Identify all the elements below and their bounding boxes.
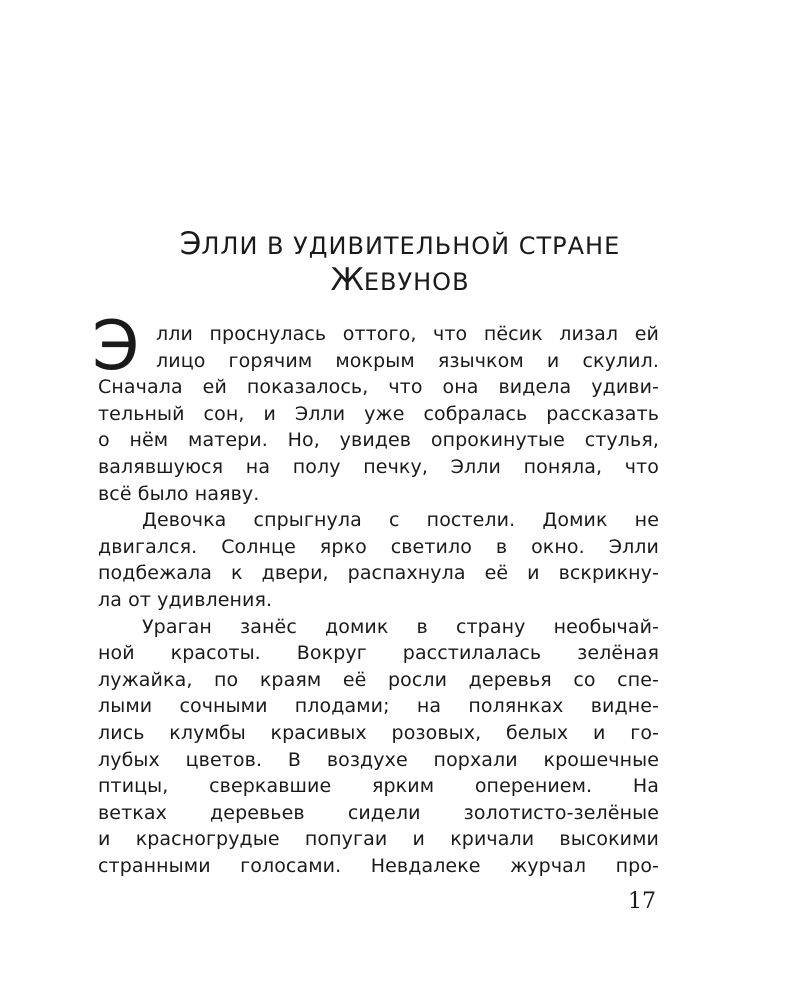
title-rest: ЛЛИ В УДИВИТЕЛЬНОЙ СТРАНЕ: [201, 232, 621, 260]
chapter-body: [92, 307, 659, 879]
text-line: подбежала к двери, распахнула её и вскрикну-: [98, 562, 659, 585]
title2-initial: Ж: [330, 262, 364, 298]
chapter-title-line-2: [0, 262, 800, 298]
text-line: лужайка, по краям её росли деревья со спе-: [98, 668, 659, 691]
text-line: о нём матери. Но, увидев опрокинутые стулья,: [98, 429, 659, 452]
drop-cap: Э: [92, 307, 140, 386]
text-line: двигался. Солнце ярко светило в окно. Элли: [98, 535, 659, 558]
text-line: странными голосами. Невдалеке журчал про-: [98, 854, 659, 877]
text-line: лись клумбы красивых розовых, белых и го-: [98, 721, 659, 744]
text-line: лицо горячим мокрым язычком и скулил.: [156, 349, 659, 372]
text-line: лубых цветов. В воздухе порхали крошечные: [98, 748, 659, 771]
chapter-title-line-1: [0, 226, 800, 262]
text-line: лли проснулась оттого, что пёсик лизал ей: [156, 323, 659, 345]
page-number: 17: [628, 889, 656, 914]
text-line: валявшуюся на полу печку, Элли поняла, что: [98, 455, 659, 478]
text-line: птицы, сверкавшие ярким оперением. На: [98, 775, 659, 798]
text-line: лыми сочными плодами; на полянках видне-: [98, 695, 659, 718]
title-initial: Э: [179, 226, 202, 262]
text-line: тельный сон, и Элли уже собралась рассказать: [98, 402, 659, 425]
text-line: и красногрудые попугаи и кричали высокими: [98, 828, 659, 851]
text-line: ла от удивления.: [98, 588, 273, 611]
text-line: Девочка спрыгнула с постели. Домик не: [142, 509, 659, 532]
text-line: ветках деревьев сидели золотисто-зелёные: [98, 801, 659, 824]
text-line: Ураган занёс домик в страну необычай-: [142, 615, 659, 638]
text-line: Сначала ей показалось, что она видела удиви-: [98, 376, 659, 399]
text-line: всё было наяву.: [98, 482, 260, 505]
text-line: ной красоты. Вокруг расстилалась зелёная: [98, 642, 659, 665]
title2-rest: ЕВУНОВ: [363, 268, 470, 296]
